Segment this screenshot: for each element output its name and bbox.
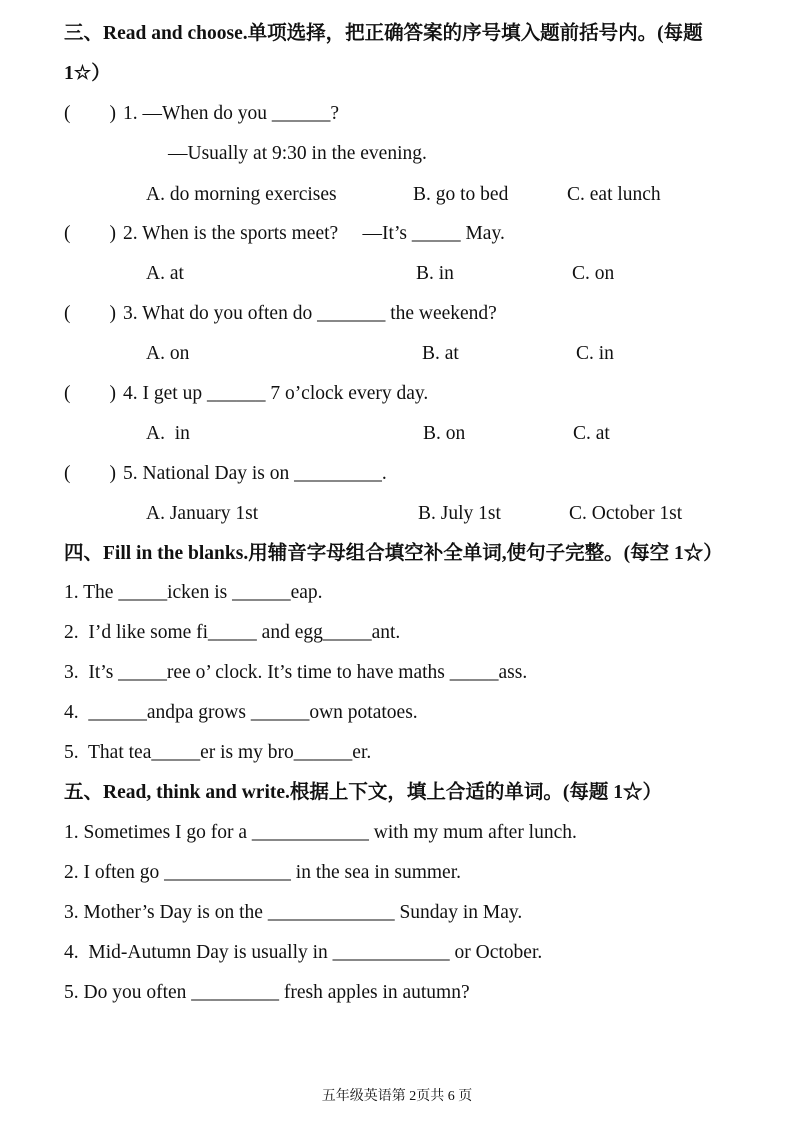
option-c[interactable]: C. eat lunch: [567, 184, 661, 205]
option-c[interactable]: C. on: [572, 263, 615, 284]
write-item-5[interactable]: 5. Do you often _________ fresh apples in autumn?: [64, 982, 470, 1003]
write-item-4[interactable]: 4. Mid-Autumn Day is usually in ____________ or October.: [64, 942, 543, 963]
fill-blank-item-4[interactable]: 4. ______andpa grows ______own potatoes.: [64, 702, 418, 723]
answer-bracket[interactable]: ( ): [64, 223, 116, 244]
question-text: 4. I get up ______ 7 o’clock every day.: [123, 383, 429, 404]
question-text: 1. —When do you ______?: [123, 103, 340, 124]
write-item-3[interactable]: 3. Mother’s Day is on the _____________ Sunday in May.: [64, 902, 523, 923]
option-b[interactable]: B. go to bed: [413, 184, 509, 205]
option-a[interactable]: A. at: [146, 263, 184, 284]
option-b[interactable]: B. on: [423, 423, 466, 444]
answer-bracket[interactable]: ( ): [64, 103, 116, 124]
question-answer-line: —Usually at 9:30 in the evening.: [168, 143, 427, 164]
option-a[interactable]: A. on: [146, 343, 190, 364]
page-footer: 五年级英语第 2页共 6 页: [321, 1089, 473, 1104]
option-b[interactable]: B. in: [416, 263, 454, 284]
fill-blank-item-3[interactable]: 3. It’s _____ree o’ clock. It’s time to have maths _____ass.: [64, 662, 528, 683]
section4-heading: 四、Fill in the blanks.用辅音字母组合填空补全单词,使句子完整。(每空 1☆）: [64, 543, 723, 564]
question-text: 2. When is the sports meet? —It’s _____ May.: [123, 223, 505, 244]
question-text: 3. What do you often do _______ the weekend?: [123, 303, 497, 324]
option-a[interactable]: A. January 1st: [146, 503, 259, 524]
write-item-2[interactable]: 2. I often go _____________ in the sea in summer.: [64, 862, 461, 883]
option-b[interactable]: B. at: [422, 343, 459, 364]
fill-blank-item-5[interactable]: 5. That tea_____er is my bro______er.: [64, 742, 372, 763]
option-c[interactable]: C. October 1st: [569, 503, 683, 524]
answer-bracket[interactable]: ( ): [64, 303, 116, 324]
question-text: 5. National Day is on _________.: [123, 463, 387, 484]
write-item-1[interactable]: 1. Sometimes I go for a ____________ with my mum after lunch.: [64, 822, 577, 843]
answer-bracket[interactable]: ( ): [64, 463, 116, 484]
option-a[interactable]: A. do morning exercises: [146, 184, 337, 205]
option-c[interactable]: C. in: [576, 343, 614, 364]
fill-blank-item-2[interactable]: 2. I’d like some fi_____ and egg_____ant.: [64, 622, 401, 643]
answer-bracket[interactable]: ( ): [64, 383, 116, 404]
option-b[interactable]: B. July 1st: [418, 503, 501, 524]
section3-heading-line2: 1☆）: [64, 63, 111, 84]
fill-blank-item-1[interactable]: 1. The _____icken is ______eap.: [64, 582, 323, 603]
section5-heading: 五、Read, think and write.根据上下文，填上合适的单词。(每题 1☆）: [64, 782, 663, 803]
option-a[interactable]: A. in: [146, 423, 190, 444]
section3-heading-line1: 三、Read and choose.单项选择，把正确答案的序号填入题前括号内。(每题: [64, 23, 703, 44]
option-c[interactable]: C. at: [573, 423, 610, 444]
